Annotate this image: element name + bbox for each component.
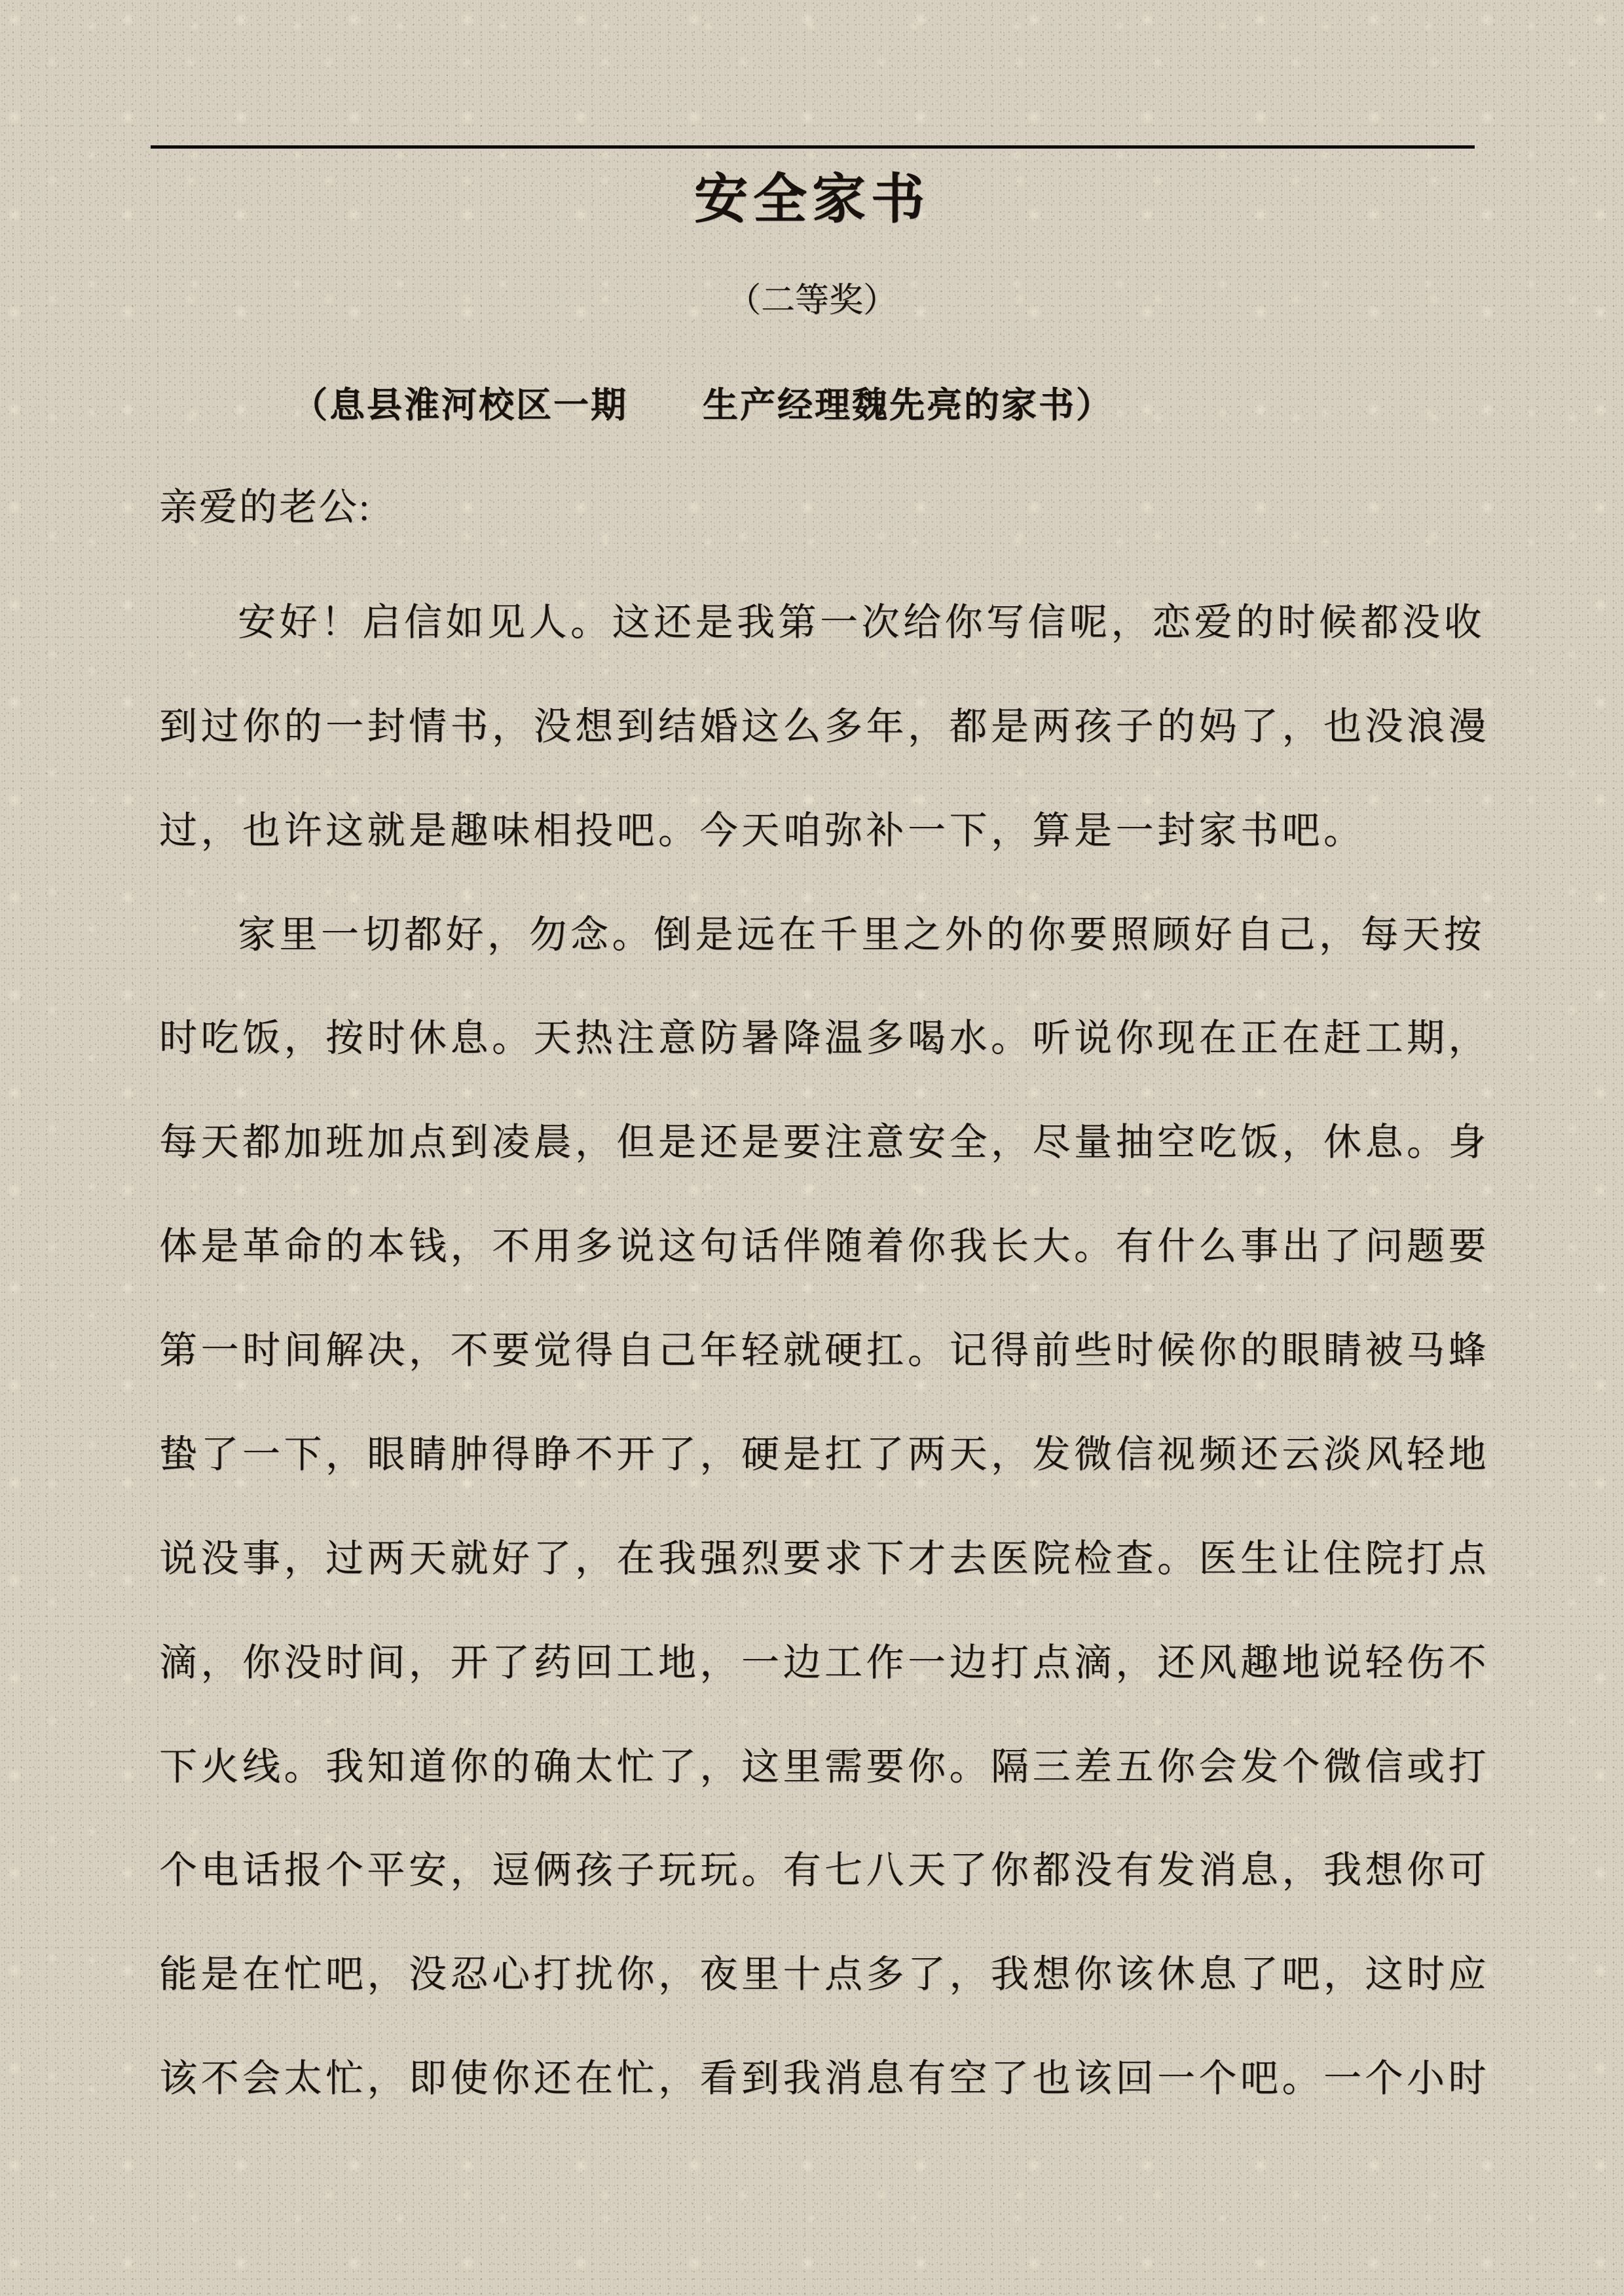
body-line: 每天都加班加点到凌晨，但是还是要注意安全，尽量抽空吃饭，休息。身 <box>159 1121 1490 1163</box>
body-line: 到过你的一封情书，没想到结婚这么多年，都是两孩子的妈了，也没浪漫 <box>159 705 1490 748</box>
body-line: 能是在忙吧，没忍心打扰你，夜里十点多了，我想你该休息了吧，这时应 <box>159 1953 1490 1995</box>
body-line: 该不会太忙，即使你还在忙，看到我消息有空了也该回一个吧。一个小时 <box>159 2057 1490 2100</box>
body-line: 安好！启信如见人。这还是我第一次给你写信呢，恋爱的时候都没收 <box>238 601 1486 644</box>
body-line: 说没事，过两天就好了，在我强烈要求下才去医院检查。医生让住院打点 <box>159 1537 1490 1580</box>
body-line: 个电话报个平安，逗俩孩子玩玩。有七八天了你都没有发消息，我想你可 <box>159 1849 1490 1891</box>
body-line: 下火线。我知道你的确太忙了，这里需要你。隔三差五你会发个微信或打 <box>159 1745 1490 1788</box>
award-subtitle: （二等奖） <box>726 282 897 319</box>
body-line: 家里一切都好，勿念。倒是远在千里之外的你要照顾好自己，每天按 <box>238 913 1486 956</box>
page-title: 安全家书 <box>693 170 930 229</box>
body-line: 时吃饭，按时休息。天热注意防暑降温多喝水。听说你现在正在赶工期， <box>159 1017 1490 1059</box>
body-line: 滴，你没时间，开了药回工地，一边工作一边打点滴，还风趣地说轻伤不 <box>159 1641 1490 1684</box>
body-line: 过，也许这就是趣味相投吧。今天咱弥补一下，算是一封家书吧。 <box>159 809 1365 852</box>
salutation: 亲爱的老公: <box>159 486 372 528</box>
byline: （息县淮河校区一期 生产经理魏先亮的家书） <box>292 386 1113 425</box>
body-line: 体是革命的本钱，不用多说这句话伴随着你我长大。有什么事出了问题要 <box>159 1225 1490 1267</box>
body-line: 蛰了一下，眼睛肿得睁不开了，硬是扛了两天，发微信视频还云淡风轻地 <box>159 1433 1490 1476</box>
header-rule <box>151 145 1475 149</box>
body-line: 第一时间解决，不要觉得自己年轻就硬扛。记得前些时候你的眼睛被马蜂 <box>159 1329 1490 1372</box>
